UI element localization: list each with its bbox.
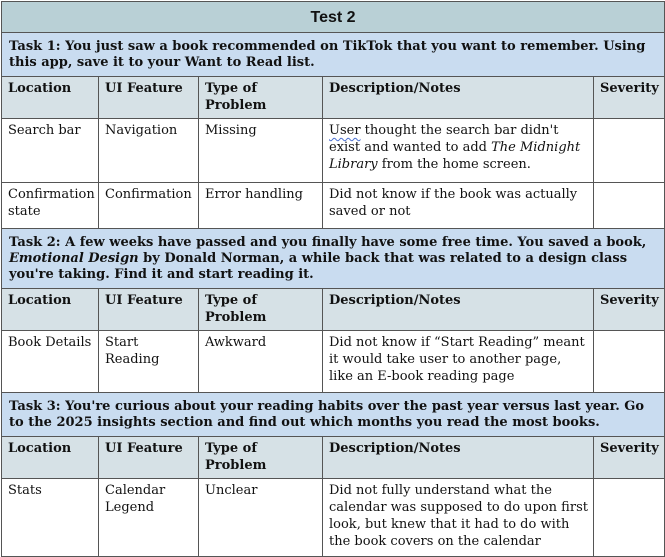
col-header-ui-feature: UI Feature (99, 437, 199, 479)
cell-ui-feature: Calendar Legend (99, 479, 199, 557)
cell-problem-type: Unclear (199, 479, 323, 557)
task-1-prompt: Task 1: You just saw a book recommended on TikTok that you want to remember. Using this app, save it to your Want to Read list. (2, 33, 665, 77)
usability-test-table (1, 1, 665, 557)
column-header-row (2, 289, 665, 331)
col-header-problem-type: Type of Problem (199, 437, 323, 479)
column-header-row (2, 77, 665, 119)
column-header-row (2, 437, 665, 479)
table-row (2, 119, 665, 183)
col-header-description: Description/Notes (323, 289, 594, 331)
cell-severity (594, 119, 665, 183)
col-header-location: Location (2, 77, 99, 119)
cell-location: Stats (2, 479, 99, 557)
cell-location: Book Details (2, 331, 99, 393)
task-3-prompt: Task 3: You're curious about your reading habits over the past year versus last year. Go to the 2025 insights section and find out which months you read the most books. (2, 393, 665, 437)
table-row (2, 479, 665, 557)
cell-description: User thought the search bar didn't exist and wanted to add The Midnight Library from the home screen. (323, 119, 594, 183)
col-header-location: Location (2, 289, 99, 331)
cell-description: Did not know if the book was actually saved or not (323, 183, 594, 229)
task-2-prompt: Task 2: A few weeks have passed and you finally have some free time. You saved a book, Emotional Design by Donald Norman, a while back that was related to a design class you're taking. Find it and start reading it. (2, 229, 665, 289)
col-header-ui-feature: UI Feature (99, 77, 199, 119)
cell-severity (594, 183, 665, 229)
book-title: The Midnight Library (329, 140, 581, 172)
cell-ui-feature: Confirmation (99, 183, 199, 229)
col-header-severity: Severity (594, 289, 665, 331)
cell-severity (594, 479, 665, 557)
cell-ui-feature: Navigation (99, 119, 199, 183)
cell-location: Confirmation state (2, 183, 99, 229)
cell-description: Did not fully understand what the calendar was supposed to do upon first look, but knew that it had to do with the book covers on the calendar (323, 479, 594, 557)
col-header-problem-type: Type of Problem (199, 289, 323, 331)
col-header-ui-feature: UI Feature (99, 289, 199, 331)
col-header-location: Location (2, 437, 99, 479)
table-row (2, 183, 665, 229)
cell-description: Did not know if “Start Reading” meant it would take user to another page, like an E-book reading page (323, 331, 594, 393)
col-header-description: Description/Notes (323, 437, 594, 479)
spellcheck-word: User (329, 123, 361, 138)
cell-ui-feature: Start Reading (99, 331, 199, 393)
table-row (2, 331, 665, 393)
col-header-severity: Severity (594, 437, 665, 479)
table-title: Test 2 (2, 2, 665, 33)
cell-problem-type: Missing (199, 119, 323, 183)
col-header-problem-type: Type of Problem (199, 77, 323, 119)
book-title: Emotional Design (9, 251, 139, 266)
col-header-severity: Severity (594, 77, 665, 119)
cell-location: Search bar (2, 119, 99, 183)
cell-severity (594, 331, 665, 393)
cell-problem-type: Error handling (199, 183, 323, 229)
col-header-description: Description/Notes (323, 77, 594, 119)
cell-problem-type: Awkward (199, 331, 323, 393)
